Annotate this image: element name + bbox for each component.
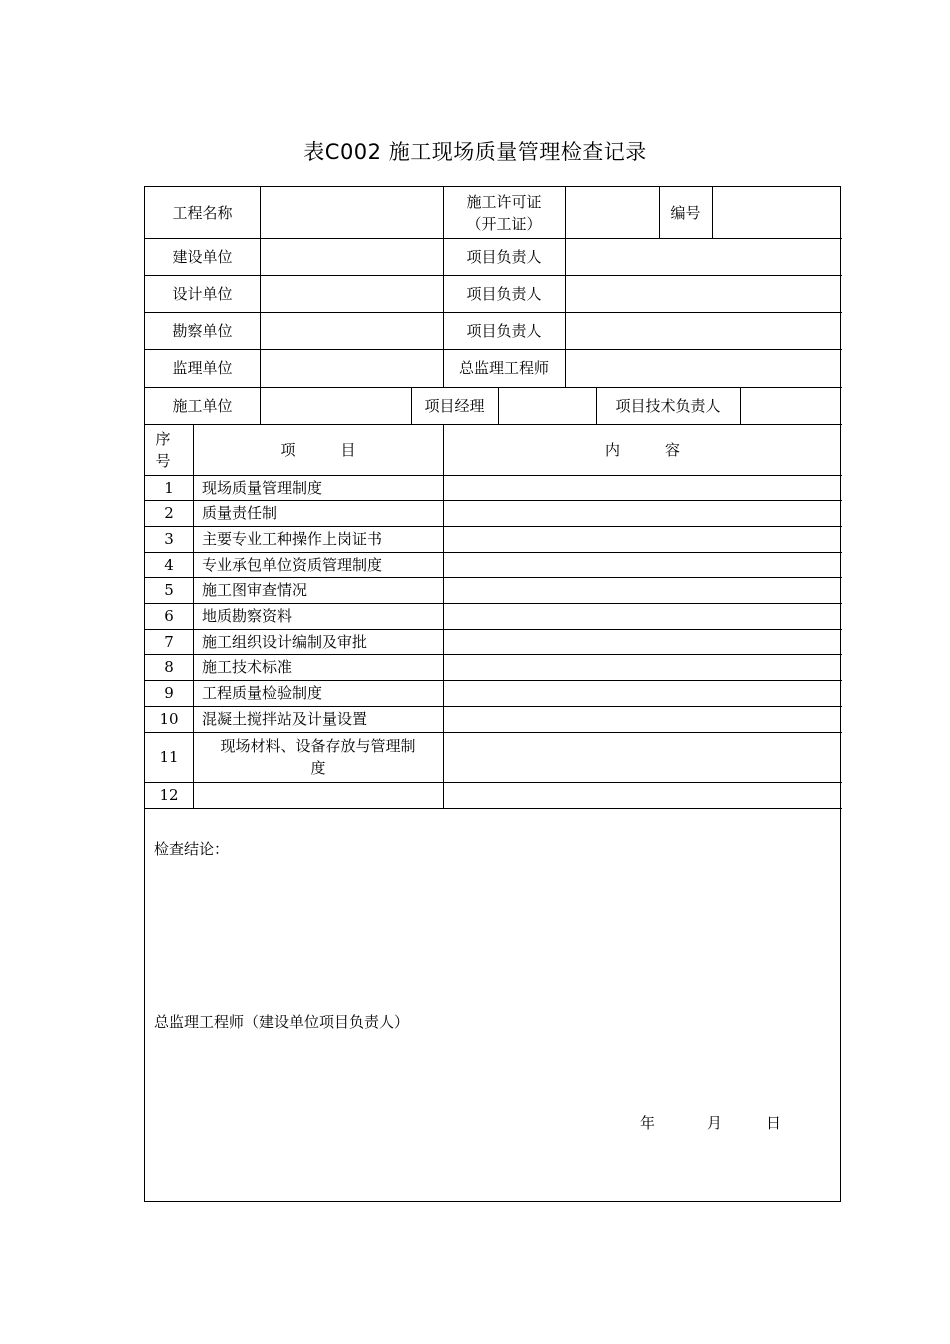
col-content: 内 容: [604, 440, 680, 459]
label-project-leader-survey: 项目负责人: [466, 321, 542, 340]
row-no: 3: [164, 530, 174, 548]
row-item: 质量责任制: [202, 504, 278, 522]
label-survey-unit: 勘察单位: [172, 321, 233, 340]
label-permit: [443, 187, 565, 238]
row-item-line2: 度: [310, 759, 326, 777]
label-number: 编号: [670, 203, 701, 222]
label-permit-line1: 施工许可证: [466, 192, 542, 211]
row-item: 施工技术标准: [202, 658, 293, 676]
row-item: [193, 782, 443, 808]
row-item: 工程质量检验制度: [202, 684, 323, 702]
row-item-line1: 现场材料、设备存放与管理制: [220, 737, 416, 755]
row-no: 11: [159, 748, 179, 766]
date-year: 年: [640, 1114, 656, 1132]
label-construction-unit: 建设单位: [172, 247, 233, 266]
label-project-name: 工程名称: [172, 203, 233, 222]
col-seq-line2: 号: [155, 451, 171, 470]
row-item: 混凝土搅拌站及计量设置: [202, 710, 368, 728]
label-chief-supervisor: 总监理工程师: [458, 359, 549, 377]
col-seq: [145, 424, 181, 475]
row-item: 地质勘察资料: [202, 607, 293, 625]
page-title: 表C002 施工现场质量管理检查记录: [303, 140, 647, 164]
label-project-manager: 项目经理: [424, 396, 485, 415]
label-permit-line2: （开工证）: [466, 214, 542, 233]
row-no: 2: [164, 504, 174, 522]
row-no: 7: [164, 632, 174, 651]
row-no: 12: [159, 786, 179, 804]
signer-label: 总监理工程师（建设单位项目负责人）: [154, 1013, 410, 1031]
row-no: 4: [164, 555, 174, 574]
label-project-leader-design: 项目负责人: [466, 284, 542, 303]
row-item: 主要专业工种操作上岗证书: [202, 530, 383, 548]
date-month: 月: [707, 1114, 723, 1132]
row-item: 施工图审查情况: [202, 581, 308, 599]
conclusion-label: 检查结论：: [154, 840, 230, 858]
inspection-form: [144, 186, 841, 1202]
label-project-leader-construction: 项目负责人: [466, 247, 542, 266]
label-supervision-unit: 监理单位: [172, 359, 233, 377]
label-tech-leader: 项目技术负责人: [615, 396, 721, 415]
row-no: 6: [164, 607, 174, 625]
row-no: 10: [159, 710, 179, 728]
row-item: 现场质量管理制度: [202, 478, 323, 497]
row-no: 9: [164, 684, 174, 702]
row-no: 5: [164, 581, 174, 599]
row-no: 1: [164, 478, 174, 497]
row-item: 施工组织设计编制及审批: [202, 632, 368, 651]
col-item: 项 目: [280, 440, 356, 459]
col-seq-line1: 序: [155, 429, 171, 448]
label-design-unit: 设计单位: [172, 284, 233, 303]
row-item: 专业承包单位资质管理制度: [202, 555, 383, 574]
date-day: 日: [766, 1114, 782, 1132]
label-builder-unit: 施工单位: [172, 396, 233, 415]
row-no: 8: [164, 658, 174, 676]
row-item: [193, 732, 443, 782]
